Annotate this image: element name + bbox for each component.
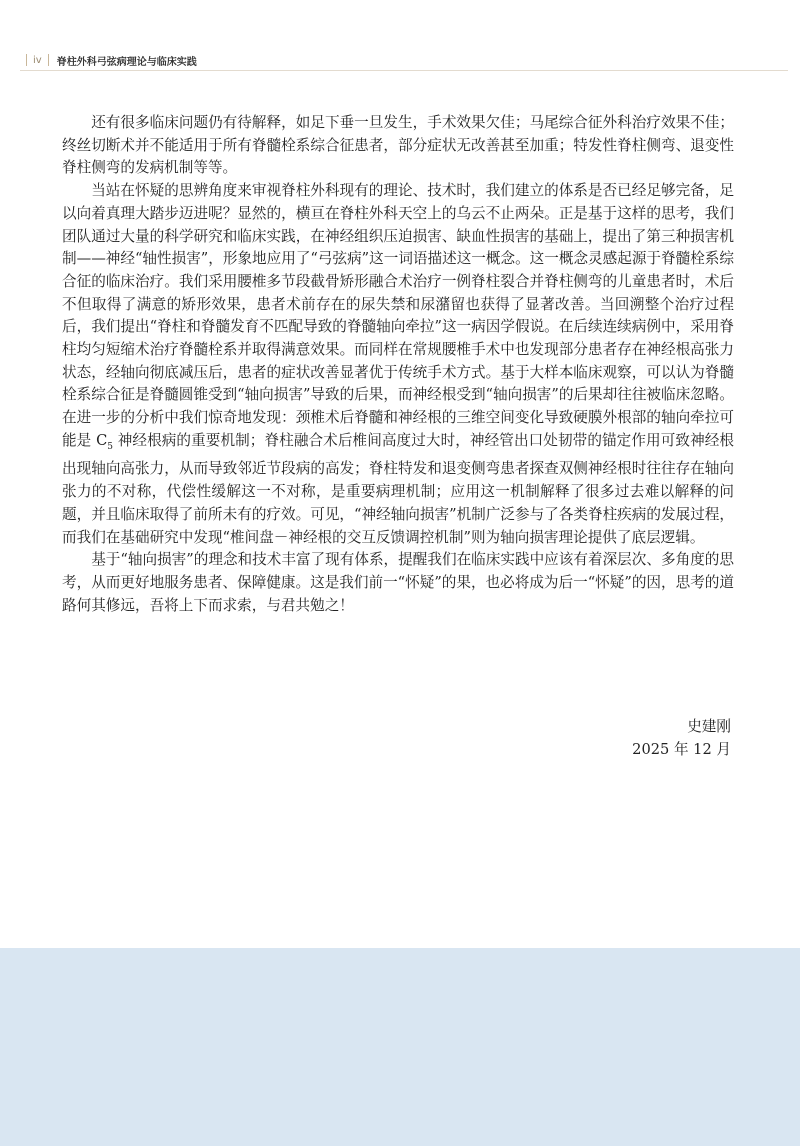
paragraph [62, 180, 734, 549]
header-rule [20, 70, 788, 71]
header-divider [26, 54, 27, 66]
paragraph: 基于“轴向损害”的理念和技术丰富了现有体系，提醒我们在临床实践中应该有着深层次、多角度的思考，从而更好地服务患者、保障健康。这是我们前一“怀疑”的果，也必将成为后一“怀疑”的因，思考的道路何其修远，吾将上下而求索，与君共勉之！ [62, 551, 734, 614]
signature [632, 716, 731, 761]
signature-date: 2025 年 12 月 [632, 740, 731, 758]
running-header [20, 50, 780, 70]
paragraph-text: 神经根病的重要机制；脊柱融合术后椎间高度过大时，神经管出口处韧带的锚定作用可致神经根出现轴向高张力，从而导致邻近节段病的高发；脊柱特发和退变侧弯患者探查双侧神经根时往往存在轴向张力的不对称，代偿性缓解这一不对称，是重要病理机制；应用这一机制解释了很多过去难以解释的问题，并且临床取得了前所未有的疗效。可见，“神经轴向损害”机制广泛参与了各类脊柱疾病的发展过程，而我们在基础研究中发现“椎间盘－神经根的交互反馈调控机制”则为轴向损害理论提供了底层逻辑。 [62, 431, 735, 546]
book-title: 脊柱外科弓弦病理论与临床实践 [56, 56, 197, 68]
footer-band [0, 948, 800, 1146]
header-divider [48, 54, 49, 66]
paragraph-text: 当站在怀疑的思辨角度来审视脊柱外科现有的理论、技术时，我们建立的体系是否已经足够完备，足以向着真理大踏步迈进呢？显然的，横亘在脊柱外科天空上的乌云不止两朵。正是基于这样的思考，我们团队通过大量的科学研究和临床实践，在神经组织压迫损害、缺血性损害的基础上，提出了第三种损害机制——神经“轴性损害”，形象地应用了“弓弦病”这一词语描述这一概念。这一概念灵感起源于脊髓栓系综合征的临床治疗。我们采用腰椎多节段截骨矫形融合术治疗一例脊柱裂合并脊柱侧弯的儿童患者时，术后不但取得了满意的矫形效果，患者术前存在的尿失禁和尿潴留也获得了显著改善。当回溯整个治疗过程后，我们提出“脊柱和脊髓发育不匹配导致的脊髓轴向牵拉”这一病因学假说。在后续连续病例中，采用脊柱均匀短缩术治疗脊髓栓系并取得满意效果。而同样在常规腰椎手术中也发现部分患者存在神经根高张力状态，经轴向彻底减压后，患者的症状改善显著优于传统手术方式。基于大样本临床观察，可以认为脊髓栓系综合征是脊髓圆锥受到“轴向损害”导致的后果，而神经根受到“轴向损害”的后果却往往被临床忽略。在进一步的分析中我们惊奇地发现：颈椎术后脊髓和神经根的三维空间变化导致硬膜外根部的轴向牵拉可能是 [62, 182, 734, 449]
c5-term: $C_5$ [96, 431, 113, 452]
body-text [62, 112, 734, 617]
author-name: 史建刚 [687, 718, 731, 735]
paragraph: 还有很多临床问题仍有待解释，如足下垂一旦发生，手术效果欠佳；马尾综合征外科治疗效果不佳；终丝切断术并不能适用于所有脊髓栓系综合征患者，部分症状无改善甚至加重；特发性脊柱侧弯、退变性脊柱侧弯的发病机制等等。 [62, 114, 734, 177]
page-number: iv [33, 54, 42, 66]
